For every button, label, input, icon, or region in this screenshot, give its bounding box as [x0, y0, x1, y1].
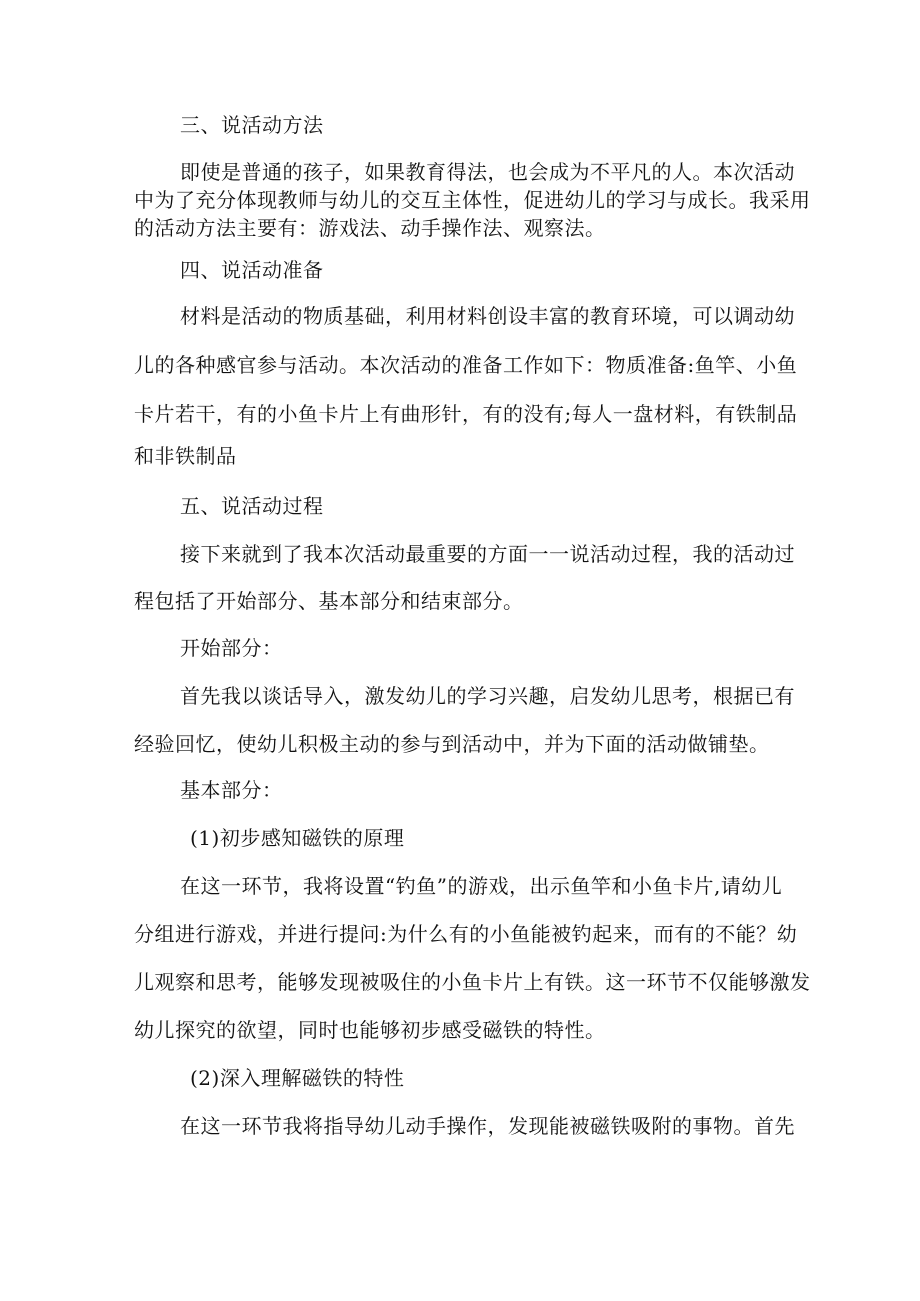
section-5-heading: 五、说活动过程	[180, 494, 324, 518]
section-5-intro-line-2: 程包括了开始部分、基本部分和结束部分。	[134, 589, 524, 613]
section-4-heading: 四、说活动准备	[180, 258, 324, 282]
basic-part-label: 基本部分：	[180, 778, 283, 802]
start-paragraph-line-1: 首先我以谈话导入，激发幼儿的学习兴趣，启发幼儿思考，根据已有	[180, 684, 795, 708]
step-1-title: (1)初步感知磁铁的原理	[190, 826, 405, 850]
section-3-paragraph-line-2: 中为了充分体现教师与幼儿的交互主体性，促进幼儿的学习与成长。我采用	[134, 188, 811, 212]
section-4-paragraph-line-3: 卡片若干，有的小鱼卡片上有曲形针，有的没有;每人一盘材料，有铁制品	[134, 402, 798, 426]
step-1-paragraph-line-4: 幼儿探究的欲望，同时也能够初步感受磁铁的特性。	[134, 1018, 606, 1042]
step-2-title: (2)深入理解磁铁的特性	[190, 1066, 405, 1090]
step-1-paragraph-line-1: 在这一环节，我将设置“钓鱼”的游戏，出示鱼竿和小鱼卡片,请幼儿	[180, 874, 783, 898]
section-3-paragraph-line-1: 即使是普通的孩子，如果教育得法，也会成为不平凡的人。本次活动	[180, 160, 795, 184]
step-1-paragraph-line-2: 分组进行游戏，并进行提问:为什么有的小鱼能被钓起来，而有的不能？幼	[134, 922, 798, 946]
section-4-paragraph-line-4: 和非铁制品	[134, 444, 237, 468]
section-4-paragraph-line-1: 材料是活动的物质基础，利用材料创设丰富的教育环境，可以调动幼	[180, 304, 795, 328]
section-5-intro-line-1: 接下来就到了我本次活动最重要的方面一一说活动过程，我的活动过	[180, 542, 795, 566]
step-2-paragraph-line-1: 在这一环节我将指导幼儿动手操作，发现能被磁铁吸附的事物。首先	[180, 1114, 795, 1138]
start-part-label: 开始部分：	[180, 636, 283, 660]
step-1-paragraph-line-3: 儿观察和思考，能够发现被吸住的小鱼卡片上有铁。这一环节不仅能够激发	[134, 970, 811, 994]
section-3-heading: 三、说活动方法	[180, 113, 324, 137]
start-paragraph-line-2: 经验回忆，使幼儿积极主动的参与到活动中，并为下面的活动做铺垫。	[134, 732, 770, 756]
section-3-paragraph-line-3: 的活动方法主要有：游戏法、动手操作法、观察法。	[134, 216, 606, 240]
section-4-paragraph-line-2: 儿的各种感官参与活动。本次活动的准备工作如下：物质准备:鱼竿、小鱼	[134, 353, 798, 377]
